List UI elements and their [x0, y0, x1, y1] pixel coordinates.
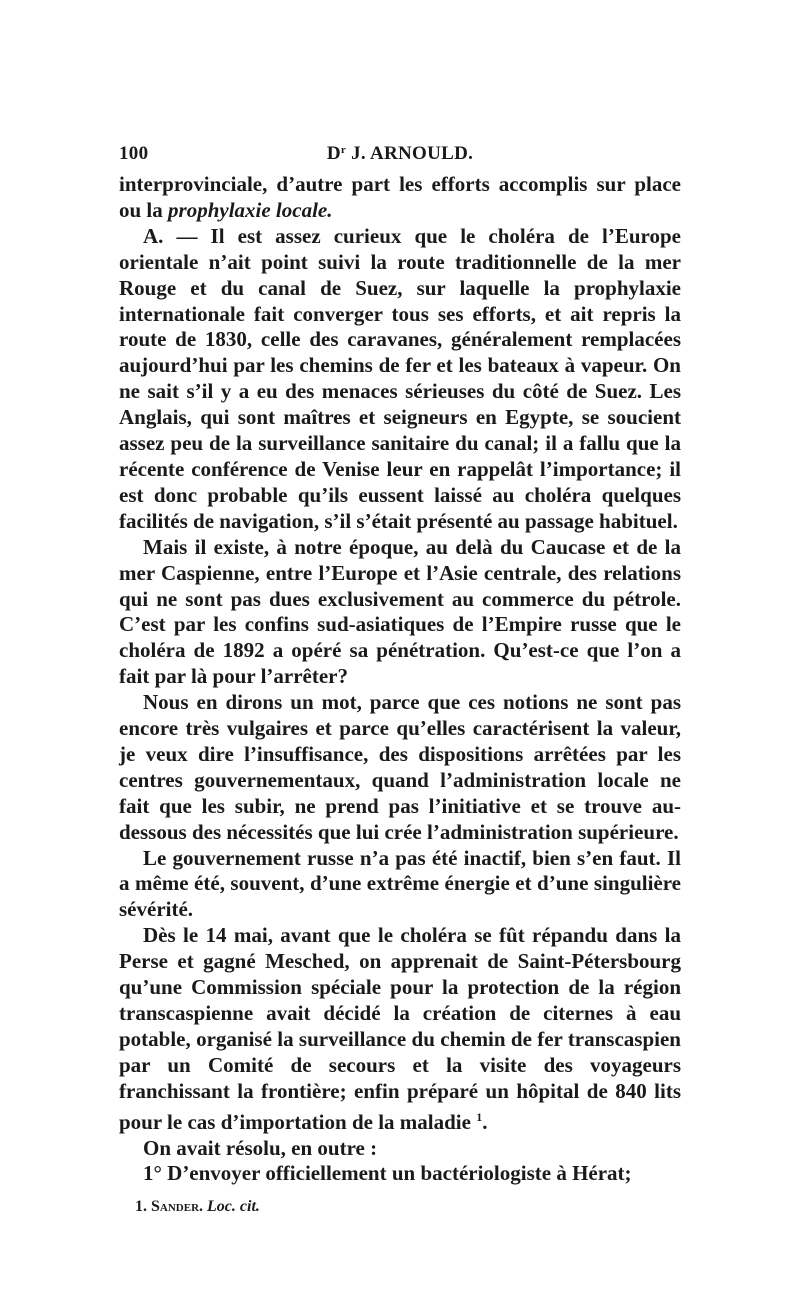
footnote — [135, 1197, 681, 1217]
paragraph-6-end: . — [482, 1109, 488, 1134]
footnote-number: 1. — [135, 1198, 151, 1216]
running-head-superscript: r — [340, 144, 347, 156]
paragraph-2: A. — Il est assez curieux que le choléra de l’Europe orientale n’ait point suivi la route traditionnelle de la mer Rouge et du canal de Suez, sur laquelle la prophylaxie internationale fait converger tous ses efforts, et ait repris la route de 1830, celle des caravanes, généralement remplacées aujourd’hui par les chemins de fer et les bateaux à vapeur. On ne sait s’il y a eu des menaces sérieuses du côté de Suez. Les Anglais, qui sont maîtres et seigneurs en Egypte, se soucient assez peu de la surveillance sanitaire du canal; il a fallu que la récente conférence de Venise leur en rappelât l’importance; il est donc probable qu’ils eussent laissé au choléra quelques facilités de navigation, s’il s’était présenté au passage habituel. — [119, 223, 681, 533]
footnote-reference-text: Loc. cit. — [207, 1198, 260, 1216]
paragraph-8: 1° D’envoyer officiellement un bactériologiste à Hérat; — [143, 1161, 632, 1186]
paragraph-1-text: interprovinciale, d’autre part les efforts accomplis sur place ou la — [119, 172, 681, 222]
footnote-author: Sander — [151, 1198, 200, 1216]
running-head — [119, 143, 681, 165]
book-page — [119, 143, 681, 1217]
footnote-separator: . — [199, 1198, 208, 1216]
page-number: 100 — [119, 143, 149, 164]
running-head-name: J. ARNOULD. — [346, 143, 474, 164]
footnote-reference: 1 — [476, 1109, 483, 1124]
running-head-prefix: D — [326, 143, 341, 164]
paragraph-1 — [119, 172, 681, 224]
body-text — [119, 172, 681, 1187]
page-header — [119, 143, 681, 169]
paragraph-5: Le gouvernement russe n’a pas été inactif, bien s’en faut. Il a même été, souvent, d’une extrême énergie et d’une singulière sévérité. — [119, 845, 681, 922]
paragraph-3: Mais il existe, à notre époque, au delà du Caucase et de la mer Caspienne, entre l’Europe et l’Asie centrale, des relations qui ne sont pas dues exclusivement au commerce du pétrole. C’est par les confins sud-asiatiques de l’Empire russe que le choléra de 1892 a opéré sa pénétration. Qu’est-ce que l’on a fait par là pour l’arrêter? — [119, 534, 681, 689]
paragraph-1-italic: prophylaxie locale. — [168, 197, 333, 222]
paragraph-7: On avait résolu, en outre : — [143, 1135, 378, 1160]
paragraph-4: Nous en dirons un mot, parce que ces notions ne sont pas encore très vulgaires et parce qu’elles caractérisent la valeur, je veux dire l’insuffisance, des dispositions arrêtées par les centres gouvernementaux, quand l’administration locale ne fait que les subir, ne prend pas l’initiative et se trouve au-dessous des nécessités que lui crée l’administration supérieure. — [119, 690, 681, 844]
paragraph-6-text: Dès le 14 mai, avant que le choléra se fût répandu dans la Perse et gagné Mesched, on apprenait de Saint-Pétersbourg qu’une Commission spéciale pour la protection de la région transcaspienne avait décidé la création de citernes à eau potable, organisé la surveillance du chemin de fer transcaspien par un Comité de secours et la visite des voyageurs franchissant la frontière; enfin préparé un hôpital de 840 lits pour le cas d’importation de la maladie — [119, 923, 681, 1134]
paragraph-6 — [119, 923, 681, 1135]
